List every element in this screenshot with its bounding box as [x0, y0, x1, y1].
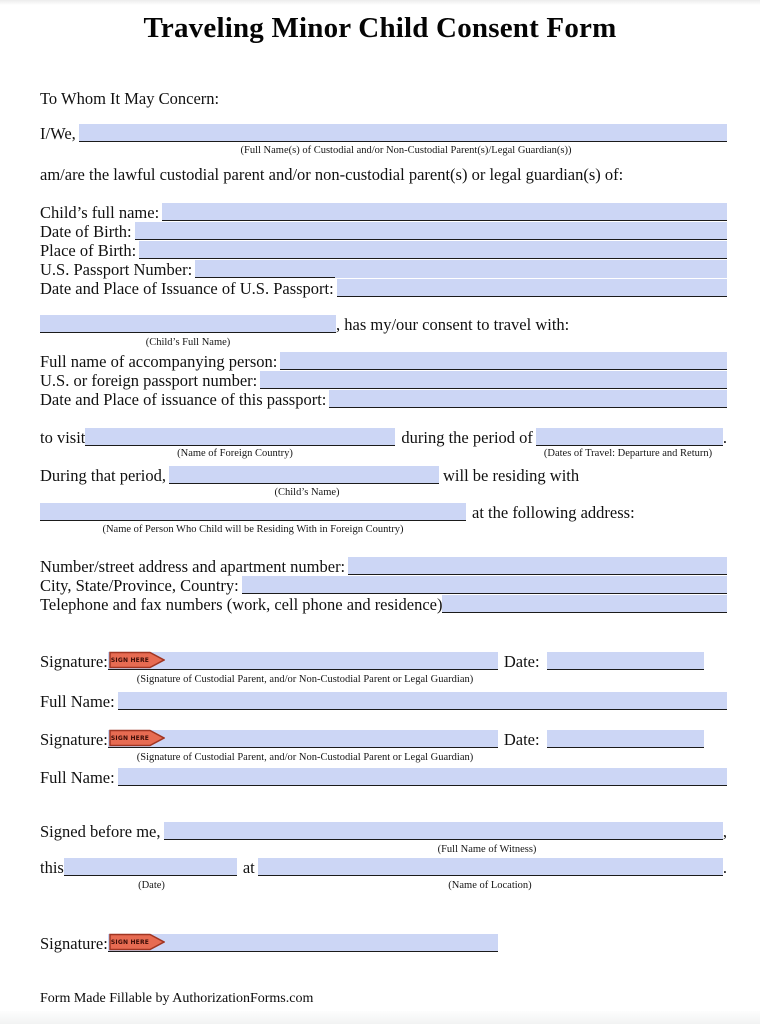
full-name-label-1: Full Name: [40, 692, 115, 711]
during-period-label: during the period of [401, 428, 533, 447]
foreign-country-caption: (Name of Foreign Country) [177, 448, 293, 459]
witness-date-field[interactable] [64, 858, 237, 876]
dob-label: Date of Birth: [40, 222, 132, 241]
signature-caption-1: (Signature of Custodial Parent, and/or Non-Custodial Parent or Legal Guardian) [136, 674, 474, 685]
salutation: To Whom It May Concern: [40, 89, 220, 108]
passport-number-field[interactable] [195, 260, 727, 278]
signature-label-2: Signature: [40, 730, 108, 749]
witness-name-field[interactable] [164, 822, 723, 840]
period-punct: . [722, 428, 727, 447]
city-state-label: City, State/Province, Country: [40, 576, 239, 595]
svg-text:SIGN HERE: SIGN HERE [110, 939, 149, 946]
telephone-row [40, 595, 727, 613]
resident-person-caption: (Name of Person Who Child will be Residing With in Foreign Country) [102, 524, 404, 535]
pob-row [40, 241, 727, 259]
sign-here-arrow-icon [109, 933, 165, 951]
telephone-field[interactable] [442, 595, 727, 613]
date-field-1[interactable] [547, 652, 704, 670]
signature-field-2[interactable] [108, 730, 498, 748]
location-caption: (Name of Location) [448, 880, 532, 891]
sign-here-arrow-icon [109, 651, 165, 669]
place-of-birth-field[interactable] [139, 241, 727, 259]
full-name-field-1[interactable] [118, 692, 727, 710]
full-name-field-2[interactable] [118, 768, 727, 786]
witness-comma-punct: , [722, 822, 727, 841]
residing-with-label: will be residing with [443, 466, 580, 485]
signed-before-row [40, 822, 727, 840]
final-signature-row [40, 934, 727, 952]
dob-row [40, 222, 727, 240]
signature-row-2 [40, 730, 727, 748]
companion-name-label: Full name of accompanying person: [40, 352, 278, 371]
child-name-residing-field[interactable] [169, 466, 439, 484]
date-label-1: Date: [503, 652, 540, 671]
signature-label-1: Signature: [40, 652, 108, 671]
signature-caption-2: (Signature of Custodial Parent, and/or Non-Custodial Parent or Legal Guardian) [136, 752, 474, 763]
companion-passport-issuance-label: Date and Place of issuance of this passport: [40, 390, 327, 409]
travel-destination-row [40, 428, 727, 446]
sign-here-arrow-icon [109, 729, 165, 747]
parents-name-field[interactable] [79, 124, 727, 142]
final-signature-label: Signature: [40, 934, 108, 953]
date-location-row [40, 858, 727, 876]
pob-label: Place of Birth: [40, 241, 137, 260]
to-visit-label: to visit [40, 428, 86, 447]
page-title: Traveling Minor Child Consent Form [143, 12, 617, 44]
companion-passport-issuance-field[interactable] [329, 390, 727, 408]
city-state-field[interactable] [242, 576, 727, 594]
child-name-consent-field[interactable] [40, 315, 336, 333]
signed-before-label: Signed before me, [40, 822, 161, 841]
location-period-punct: . [722, 858, 727, 877]
following-address-label: at the following address: [472, 503, 635, 522]
parents-name-caption: (Full Name(s) of Custodial and/or Non-Custodial Parent(s)/Legal Guardian(s)) [240, 145, 572, 156]
child-full-name-field[interactable] [162, 203, 727, 221]
residing-row [40, 466, 727, 484]
guardian-statement: am/are the lawful custodial parent and/or non-custodial parent(s) or legal guardian(s) of: [40, 165, 624, 184]
companion-passport-issuance-row [40, 390, 727, 408]
location-field[interactable] [258, 858, 723, 876]
consent-row [40, 315, 727, 333]
signature-field-1[interactable] [108, 652, 498, 670]
full-name-row-1 [40, 692, 727, 710]
signature-row-1 [40, 652, 727, 670]
page-top-edge [0, 0, 760, 5]
foreign-country-field[interactable] [85, 428, 395, 446]
companion-name-row [40, 352, 727, 370]
footer-credit: Form Made Fillable by AuthorizationForms.com [40, 991, 314, 1006]
date-field-2[interactable] [547, 730, 704, 748]
companion-name-field[interactable] [280, 352, 727, 370]
street-address-label: Number/street address and apartment number: [40, 557, 346, 576]
final-signature-field[interactable] [108, 934, 498, 952]
travel-dates-caption: (Dates of Travel: Departure and Return) [543, 448, 713, 459]
street-address-field[interactable] [348, 557, 727, 575]
full-name-label-2: Full Name: [40, 768, 115, 787]
street-address-row [40, 557, 727, 575]
resident-person-row [40, 503, 727, 521]
child-name-label: Child’s full name: [40, 203, 160, 222]
companion-passport-label: U.S. or foreign passport number: [40, 371, 258, 390]
child-name-residing-caption: (Child’s Name) [274, 487, 340, 498]
at-label: at [242, 858, 255, 877]
svg-text:SIGN HERE: SIGN HERE [110, 657, 149, 664]
passport-number-row [40, 260, 727, 278]
travel-dates-field[interactable] [536, 428, 723, 446]
passport-issuance-field[interactable] [337, 279, 727, 297]
iwe-label: I/We, [40, 124, 76, 143]
telephone-label: Telephone and fax numbers (work, cell phone and residence) [40, 595, 443, 614]
date-of-birth-field[interactable] [135, 222, 727, 240]
witness-date-caption: (Date) [138, 880, 165, 891]
child-name-row [40, 203, 727, 221]
city-state-row [40, 576, 727, 594]
this-label: this [40, 858, 64, 877]
companion-passport-row [40, 371, 727, 389]
companion-passport-field[interactable] [260, 371, 727, 389]
passport-issuance-row [40, 279, 727, 297]
date-label-2: Date: [503, 730, 540, 749]
full-name-row-2 [40, 768, 727, 786]
svg-text:SIGN HERE: SIGN HERE [110, 735, 149, 742]
consent-suffix: , has my/our consent to travel with: [336, 315, 570, 334]
witness-name-caption: (Full Name of Witness) [437, 844, 537, 855]
child-name-consent-caption: (Child’s Full Name) [145, 337, 231, 348]
parents-name-row [40, 124, 727, 142]
passport-number-label: U.S. Passport Number: [40, 260, 193, 279]
passport-issuance-label: Date and Place of Issuance of U.S. Passport: [40, 279, 334, 298]
during-that-period-label: During that period, [40, 466, 167, 485]
resident-person-field[interactable] [40, 503, 466, 521]
page-bottom-edge [0, 1011, 760, 1024]
